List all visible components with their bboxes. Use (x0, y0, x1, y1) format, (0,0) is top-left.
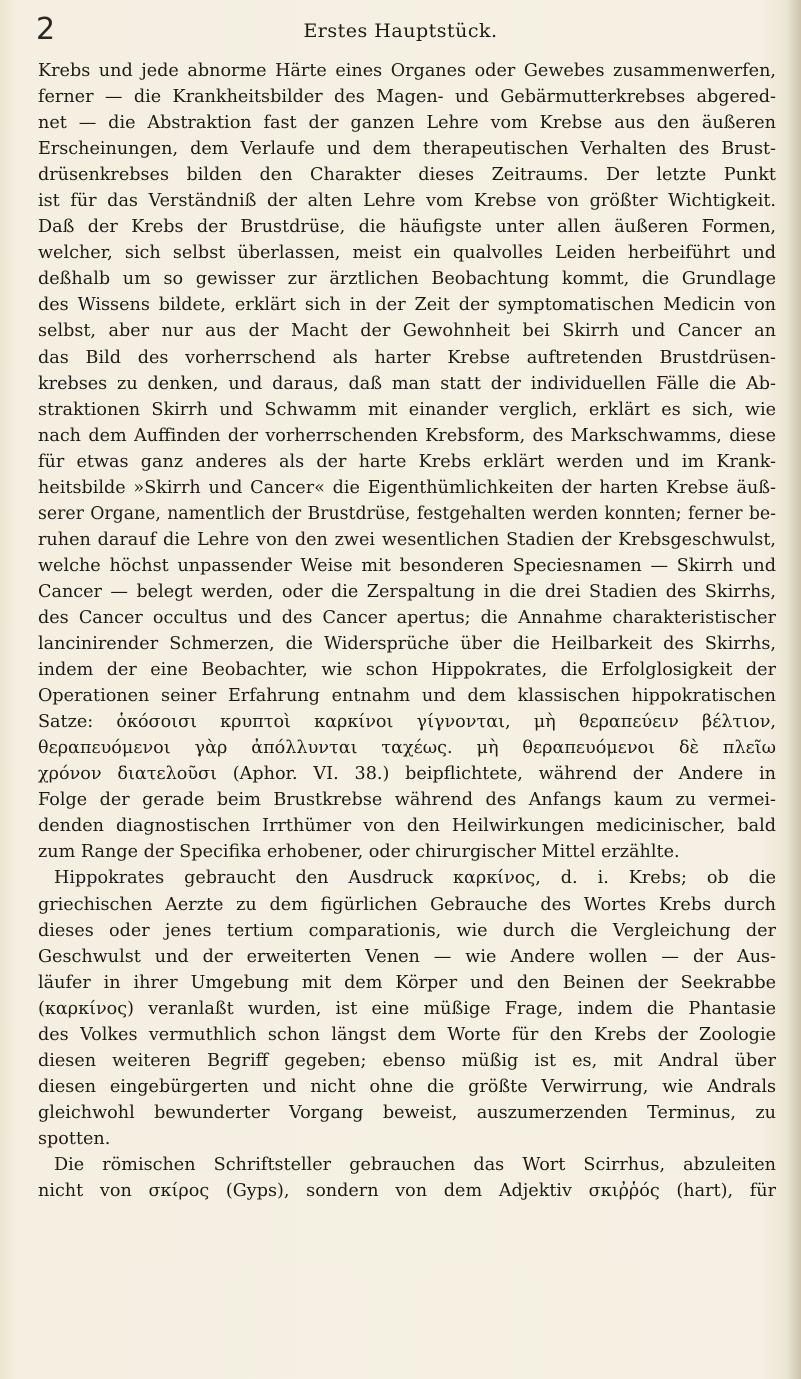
text-line: nicht von σκίρος (Gyps), sondern von dem Adjektiv σκιῤῥός (hart), für (38, 1181, 776, 1202)
text-line: serer Organe, namentlich der Brustdrüse, festgehalten werden konnten; ferner be- (38, 503, 776, 524)
text-line: Folge der gerade beim Brustkrebse während des Anfangs kaum zu vermei- (38, 790, 776, 811)
text-line: Cancer — belegt werden, oder die Zerspaltung in die drei Stadien des Skirrhs, (38, 581, 776, 602)
text-line: lancinirender Schmerzen, die Widersprüche über die Heilbarkeit des Skirrhs, (38, 634, 776, 655)
text-line: des Volkes vermuthlich schon längst dem Worte für den Krebs der Zoologie (38, 1024, 776, 1045)
text-line: welche höchst unpassender Weise mit besonderen Speciesnamen — Skirrh und (38, 555, 776, 576)
text-line: (καρκίνος) veranlaßt wurden, ist eine müßige Frage, indem die Phantasie (38, 998, 776, 1019)
text-line: Krebs und jede abnorme Härte eines Organes oder Gewebes zusammenwerfen, (38, 61, 776, 81)
text-line: diesen weiteren Begriff gegeben; ebenso müßig ist es, mit Andral über (38, 1050, 776, 1071)
greek-quote-line: θεραπευόμενοι γὰρ ἀπόλλυνται ταχέως. μὴ θεραπευόμενοι δὲ πλεῖω (38, 738, 776, 759)
text-line: gleichwohl bewunderter Vorgang beweist, auszumerzenden Terminus, zu (38, 1102, 776, 1123)
text-line: ist für das Verständniß der alten Lehre vom Krebse von größter Wichtigkeit. (38, 191, 776, 212)
page-header (0, 10, 801, 50)
greek-quote-line: χρόνον διατελοῦσι (Aphor. VI. 38.) beipflichtete, während der Andere in (38, 764, 776, 785)
text-line: läufer in ihrer Umgebung mit dem Körper und den Beinen der Seekrabbe (38, 972, 776, 993)
text-line: Operationen seiner Erfahrung entnahm und dem klassischen hippokratischen (38, 686, 776, 707)
text-line: das Bild des vorherrschend als harter Krebse auftretenden Brustdrüsen- (38, 347, 776, 368)
text-line: Daß der Krebs der Brustdrüse, die häufigste unter allen äußeren Formen, (38, 217, 776, 238)
text-line: net — die Abstraktion fast der ganzen Lehre vom Krebse aus den äußeren (38, 113, 776, 134)
text-line: straktionen Skirrh und Schwamm mit einander verglich, erklärt es sich, wie (38, 399, 776, 420)
text-line: welcher, sich selbst überlassen, meist ein qualvolles Leiden herbeiführt und (38, 243, 776, 264)
text-line: dieses oder jenes tertium comparationis, wie durch die Vergleichung der (38, 920, 776, 941)
text-line: zum Range der Specifika erhobener, oder chirurgischer Mittel erzählte. (38, 842, 680, 863)
body-text (38, 58, 776, 1204)
paragraph-start-line: Die römischen Schriftsteller gebrauchen das Wort Scirrhus, abzuleiten (54, 1154, 776, 1175)
page-edge-shadow (787, 0, 801, 1379)
text-line: ruhen darauf die Lehre von den zwei wesentlichen Stadien der Krebsgeschwulst, (38, 529, 776, 550)
text-line: griechischen Aerzte zu dem figürlichen Gebrauche des Wortes Krebs durch (38, 894, 776, 915)
text-line: diesen eingebürgerten und nicht ohne die größte Verwirrung, wie Andrals (38, 1076, 776, 1097)
text-line: deßhalb um so gewisser zur ärztlichen Beobachtung kommt, die Grundlage (38, 269, 776, 290)
text-line: ferner — die Krankheitsbilder des Magen- und Gebärmutterkrebses abgered- (38, 87, 776, 108)
text-line: indem der eine Beobachter, wie schon Hippokrates, die Erfolglosigkeit der (38, 660, 776, 681)
text-line: krebses zu denken, und daraus, daß man statt der individuellen Fälle die Ab- (38, 373, 776, 394)
text-line: selbst, aber nur aus der Macht der Gewohnheit bei Skirrh und Cancer an (38, 321, 776, 342)
text-line: Geschwulst und der erweiterten Venen — wie Andere wollen — der Aus- (38, 946, 776, 967)
text-line: für etwas ganz anderes als der harte Krebs erklärt werden und im Krank- (38, 451, 776, 472)
text-line: denden diagnostischen Irrthümer von den Heilwirkungen medicinischer, bald (38, 816, 776, 837)
page-number: 2 (36, 12, 56, 47)
text-line: heitsbilde »Skirrh und Cancer« die Eigenthümlichkeiten der harten Krebse äuß- (38, 477, 776, 498)
running-head: Erstes Hauptstück. (303, 20, 498, 42)
paragraph-start-line: Hippokrates gebraucht den Ausdruck καρκίνος, d. i. Krebs; ob die (54, 868, 776, 889)
greek-quote-line: Satze: ὁκόσοισι κρυπτοὶ καρκίνοι γίγνονται, μὴ θεραπεύειν βέλτιον, (38, 712, 776, 733)
text-line: Erscheinungen, dem Verlaufe und dem therapeutischen Verhalten des Brust- (38, 139, 776, 160)
text-line: des Wissens bildete, erklärt sich in der Zeit der symptomatischen Medicin von (38, 295, 776, 316)
text-line: nach dem Auffinden der vorherrschenden Krebsform, des Markschwamms, diese (38, 425, 776, 446)
text-line: spotten. (38, 1128, 111, 1149)
text-line: drüsenkrebses bilden den Charakter dieses Zeitraums. Der letzte Punkt (38, 165, 776, 186)
text-line: des Cancer occultus und des Cancer apertus; die Annahme charakteristischer (38, 607, 776, 628)
